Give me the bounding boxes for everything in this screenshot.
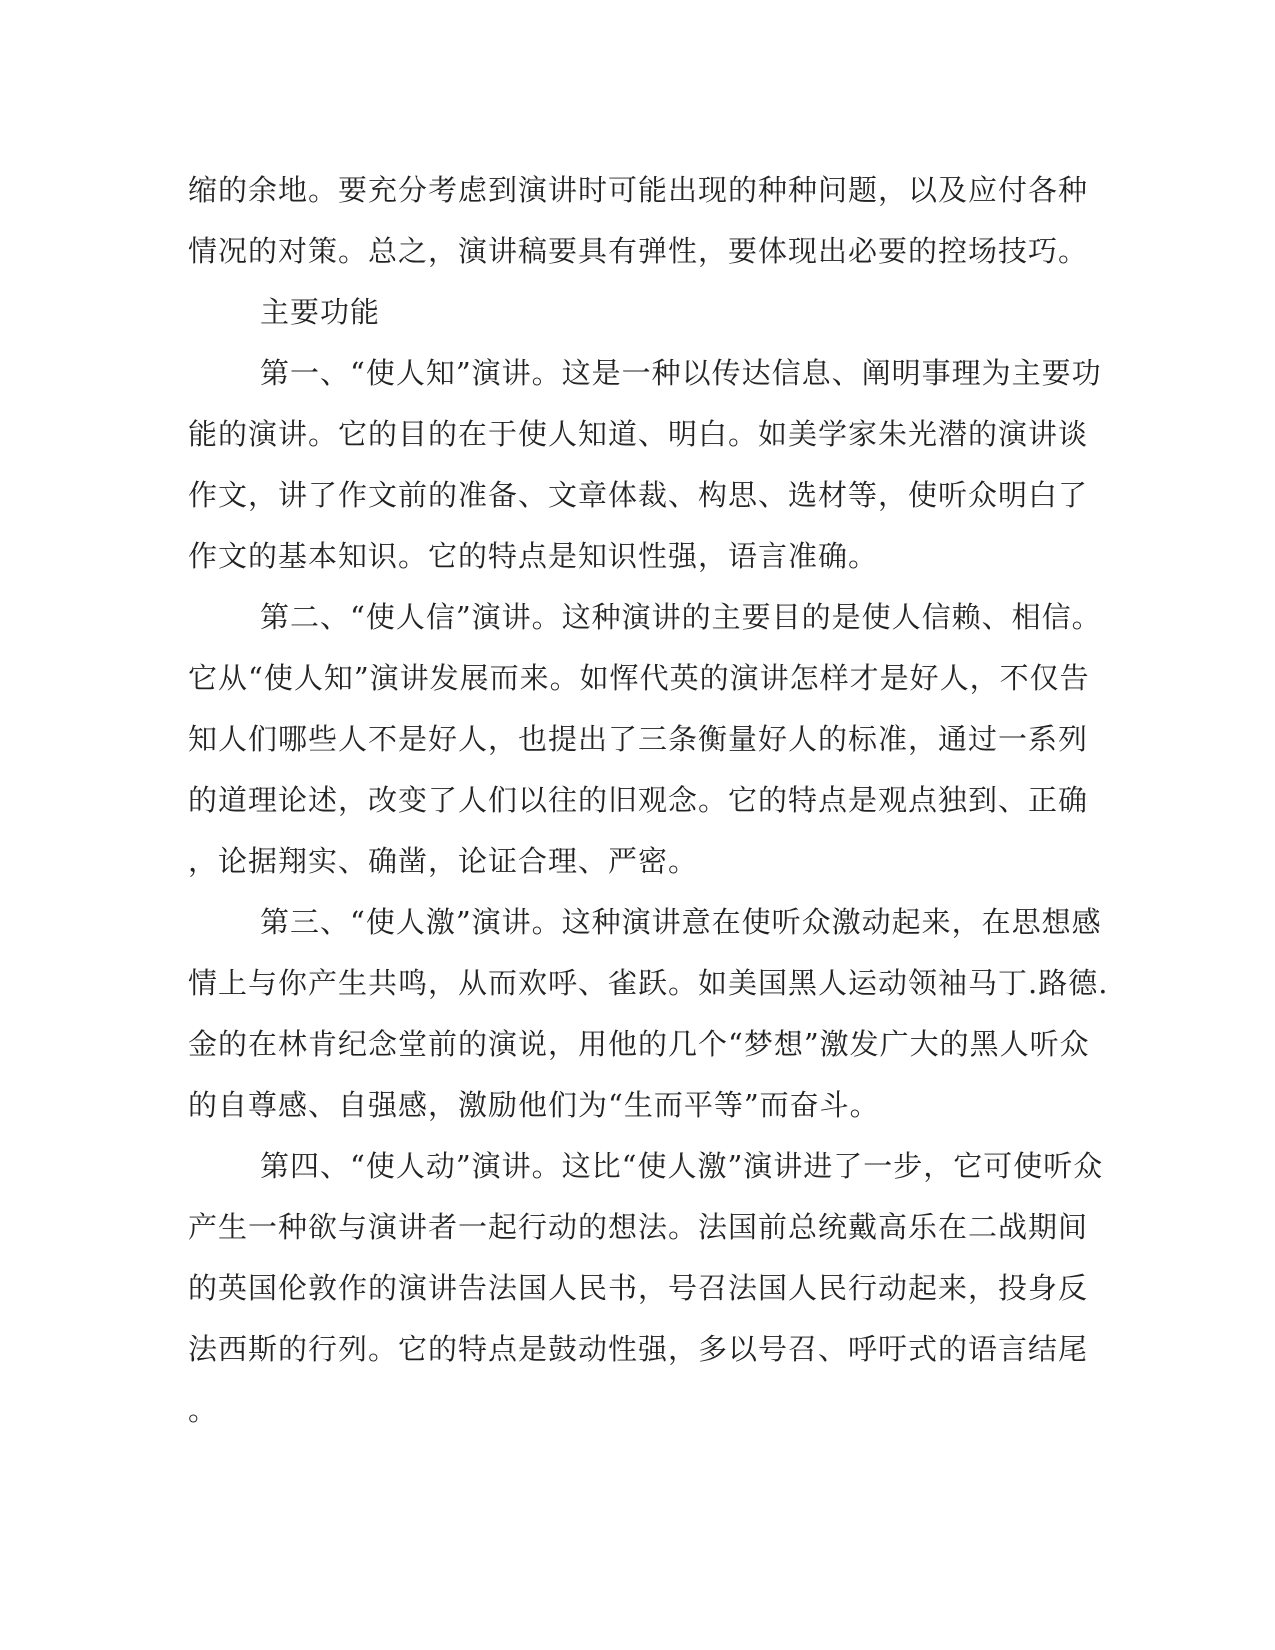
- text-line: 情上与你产生共鸣，从而欢呼、雀跃。如美国黑人运动领袖马丁.路德.: [188, 966, 1109, 1000]
- text-line: 作文，讲了作文前的准备、文章体裁、构思、选材等，使听众明白了: [188, 478, 1089, 512]
- text-line: 知人们哪些人不是好人，也提出了三条衡量好人的标准，通过一系列: [188, 722, 1089, 756]
- text-line: 法西斯的行列。它的特点是鼓动性强，多以号召、呼吁式的语言结尾: [188, 1332, 1089, 1366]
- text-line: 金的在林肯纪念堂前的演说，用他的几个“梦想”激发广大的黑人听众: [188, 1027, 1090, 1061]
- text-line: 情况的对策。总之，演讲稿要具有弹性，要体现出必要的控场技巧。: [188, 234, 1089, 268]
- text-line: 作文的基本知识。它的特点是知识性强，语言准确。: [188, 539, 879, 573]
- text-line: ，论据翔实、确凿，论证合理、严密。: [188, 844, 699, 878]
- text-line: 缩的余地。要充分考虑到演讲时可能出现的种种问题，以及应付各种: [188, 173, 1089, 207]
- text-line: 的道理论述，改变了人们以往的旧观念。它的特点是观点独到、正确: [188, 783, 1089, 817]
- text-line: 产生一种欲与演讲者一起行动的想法。法国前总统戴高乐在二战期间: [188, 1210, 1089, 1244]
- text-line: 第四、“使人动”演讲。这比“使人激”演讲进了一步，它可使听众: [260, 1149, 1104, 1183]
- section-heading: 主要功能: [260, 295, 381, 329]
- text-line: 的英国伦敦作的演讲告法国人民书，号召法国人民行动起来，投身反: [188, 1271, 1089, 1305]
- text-line: 第二、“使人信”演讲。这种演讲的主要目的是使人信赖、相信。: [260, 600, 1102, 634]
- text-line: 它从“使人知”演讲发展而来。如恽代英的演讲怎样才是好人，不仅告: [188, 661, 1090, 695]
- text-line: 的自尊感、自强感，激励他们为“生而平等”而奋斗。: [188, 1088, 880, 1122]
- text-line: 第一、“使人知”演讲。这是一种以传达信息、阐明事理为主要功: [260, 356, 1102, 390]
- text-line: 。: [188, 1393, 219, 1427]
- text-line: 能的演讲。它的目的在于使人知道、明白。如美学家朱光潜的演讲谈: [188, 417, 1089, 451]
- text-line: 第三、“使人激”演讲。这种演讲意在使听众激动起来，在思想感: [260, 905, 1102, 939]
- document-body: [188, 160, 1109, 1441]
